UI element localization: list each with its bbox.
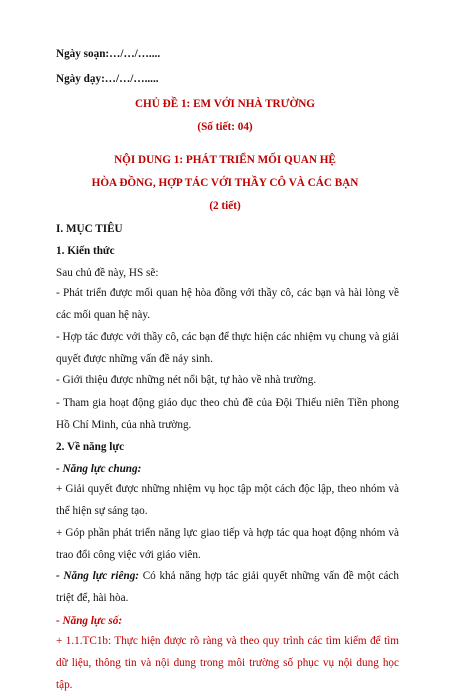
digital-competence-label: - Năng lực số: — [56, 615, 123, 627]
section-heading-objectives: I. MỤC TIÊU — [56, 223, 123, 235]
knowledge-heading: 1. Kiến thức — [56, 245, 115, 257]
specific-competence-text: Có khả năng hợp tác giải quyết những vấn đề một cách triệt để, hài hòa. — [56, 570, 399, 604]
content-periods: (2 tiết) — [209, 200, 241, 212]
content-title-line1: NỘI DUNG 1: PHÁT TRIỂN MỐI QUAN HỆ — [114, 154, 336, 166]
knowledge-item: - Tham gia hoạt động giáo dục theo chủ đề của Đội Thiếu niên Tiền phong Hồ Chí Minh, của nhà trường. — [56, 397, 399, 431]
knowledge-item: - Giới thiệu được những nét nổi bật, tự hào về nhà trường. — [56, 374, 317, 386]
general-competence-item: + Giải quyết được những nhiệm vụ học tập một cách độc lập, theo nhóm và thể hiện sự sáng tạo. — [56, 483, 399, 517]
date-taught: Ngày dạy:…/…/…..... — [56, 73, 159, 85]
topic-periods: (Số tiết: 04) — [197, 121, 253, 133]
general-competence-label: - Năng lực chung: — [56, 463, 142, 475]
content-title-line2: HÒA ĐỒNG, HỢP TÁC VỚI THẦY CÔ VÀ CÁC BẠN — [91, 177, 359, 189]
general-competence-item: + Góp phần phát triển năng lực giao tiếp và hợp tác qua hoạt động nhóm và trao đổi công việc với giáo viên. — [56, 527, 399, 561]
knowledge-item: - Phát triển được mối quan hệ hòa đồng với thầy cô, các bạn và hài lòng về các mối quan hệ này. — [56, 287, 399, 321]
competence-heading: 2. Về năng lực — [56, 441, 125, 453]
knowledge-intro: Sau chủ đề này, HS sẽ: — [56, 267, 159, 279]
topic-title: CHỦ ĐỀ 1: EM VỚI NHÀ TRƯỜNG — [134, 98, 316, 110]
digital-competence-text: + 1.1.TC1b: Thực hiện được rõ ràng và theo quy trình các tìm kiếm để tìm dữ liệu, thông tin và nội dung trong môi trường số phục vụ nội dung học tập. — [56, 635, 399, 691]
date-prepared: Ngày soạn:…/…/….... — [56, 48, 161, 60]
knowledge-item: - Hợp tác được với thầy cô, các bạn để thực hiện các nhiệm vụ chung và giải quyết được những vấn đề nảy sinh. — [56, 331, 399, 365]
specific-competence-label: - Năng lực riêng: — [56, 570, 140, 582]
specific-competence — [56, 565, 399, 609]
